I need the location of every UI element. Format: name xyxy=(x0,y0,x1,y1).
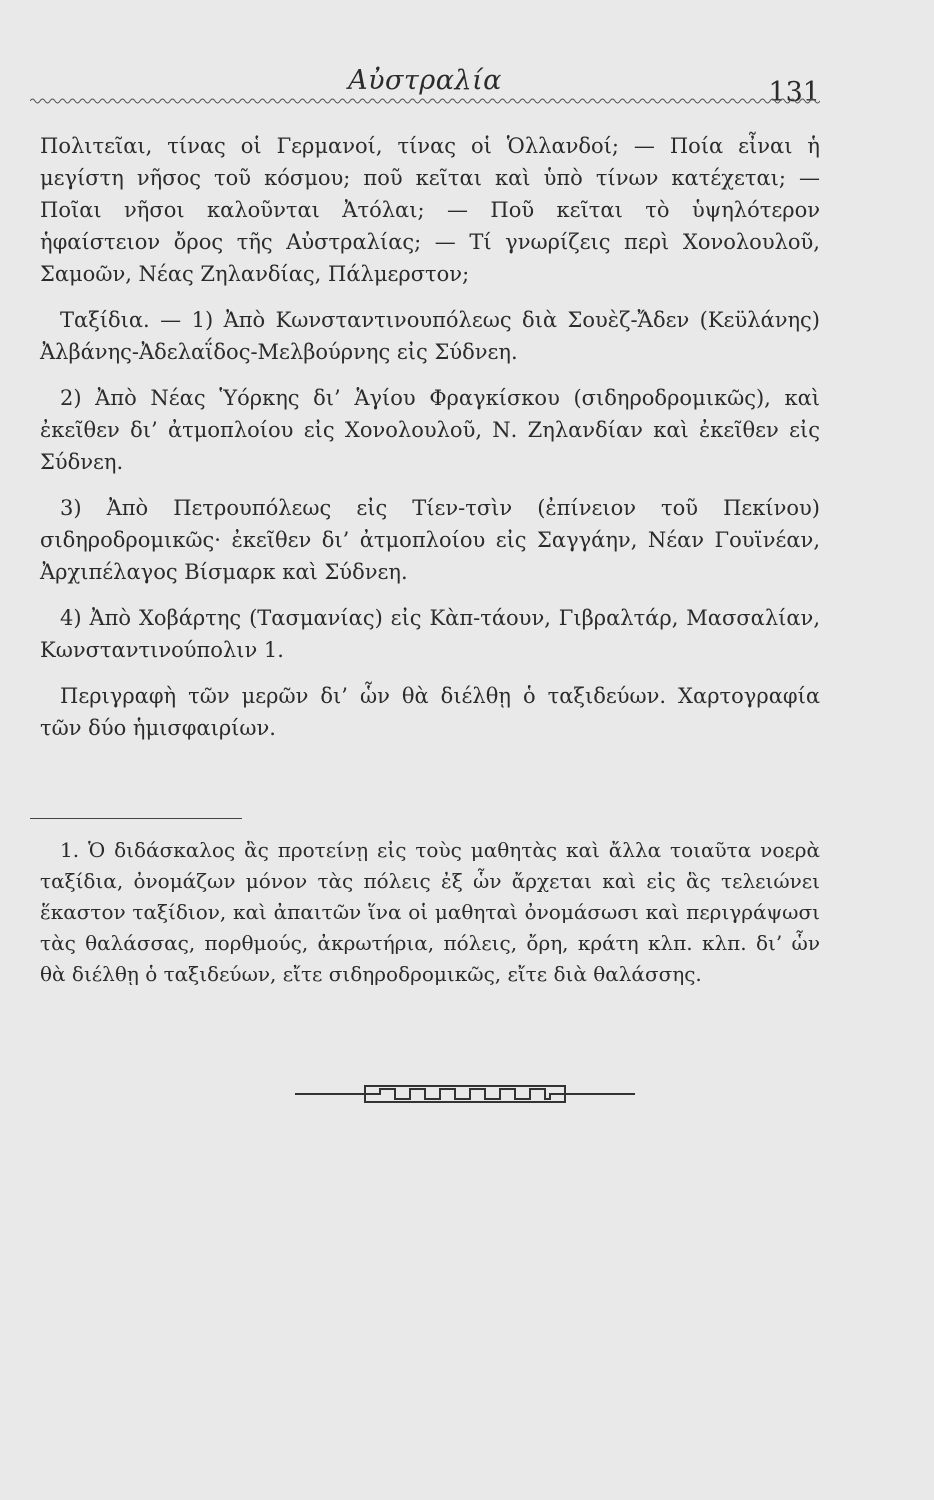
journey-3-paragraph: 3) Ἀπὸ Πετρουπόλεως εἰς Τίεν-τσὶν (ἐπίνειον τοῦ Πεκίνου) σιδηροδρομικῶς· ἐκεῖθεν δι’ ἀτμοπλοίου εἰς Σαγγάην, Νέαν Γουϊνέαν, Ἀρχιπέλαγος Βίσμαρκ καὶ Σύδνεη. xyxy=(40,496,820,584)
journey-4-paragraph: 4) Ἀπὸ Χοβάρτης (Τασμανίας) εἰς Κὰπ-τάουν, Γιβραλτάρ, Μασσαλίαν, Κωνσταντινούπολιν 1. xyxy=(40,606,820,662)
footnote: 1. Ὁ διδάσκαλος ἂς προτείνῃ εἰς τοὺς μαθητὰς καὶ ἄλλα τοιαῦτα νοερὰ ταξίδια, ὀνομάζων μόνον τὰς πόλεις ἐξ ὧν ἄρχεται καὶ εἰς ἃς τελειώνει ἕκαστον ταξίδιον, καὶ ἀπαιτῶν ἵνα οἱ μαθηταὶ ὀνομάσωσι καὶ περιγράψωσι τὰς θαλάσσας, πορθμούς, ἀκρωτήρια, πόλεις, ὄρη, κράτη κλπ. κλπ. δι’ ὧν θὰ διέλθῃ ὁ ταξιδεύων, εἴτε σιδηροδρομικῶς, εἴτε διὰ θαλάσσης. xyxy=(40,838,820,986)
running-head xyxy=(30,55,820,115)
journey-1-paragraph: Ταξίδια. — 1) Ἀπὸ Κωνσταντινουπόλεως διὰ Σουὲζ-Ἄδεν (Κεϋλάνης) Ἀλβάνης-Ἀδελαΐδος-Μελβούρνης εἰς Σύδνεη. xyxy=(40,308,820,364)
questions-paragraph: Πολιτεῖαι, τίνας οἱ Γερμανοί, τίνας οἱ Ὁλλανδοί; — Ποία εἶναι ἡ μεγίστη νῆσος τοῦ κόσμου; ποῦ κεῖται καὶ ὑπὸ τίνων κατέχεται; — Ποῖαι νῆσοι καλοῦνται Ἀτόλαι; — Ποῦ κεῖται τὸ ὑψηλότερον ἡφαίστειον ὄρος τῆς Αὐστραλίας; — Τί γνωρίζεις περὶ Χονολουλοῦ, Σαμοῶν, Νέας Ζηλανδίας, Πάλμερστον; xyxy=(40,134,820,286)
wavy-header-rule xyxy=(30,95,820,107)
journey-2-paragraph: 2) Ἀπὸ Νέας Ὑόρκης δι’ Ἁγίου Φραγκίσκου (σιδηροδρομικῶς), καὶ ἐκεῖθεν δι’ ἀτμοπλοίου εἰς Χονολουλοῦ, Ν. Ζηλανδίαν καὶ ἐκεῖθεν εἰς Σύδνεη. xyxy=(40,386,820,474)
description-paragraph: Περιγραφὴ τῶν μερῶν δι’ ὧν θὰ διέλθῃ ὁ ταξιδεύων. Χαρτογραφία τῶν δύο ἡμισφαιρίων. xyxy=(40,684,820,740)
page-title: Αὐστραλία xyxy=(348,65,502,96)
greek-key-ornament xyxy=(295,1082,635,1106)
footnote-separator xyxy=(30,818,242,819)
page-number: 131 xyxy=(768,77,820,108)
body-text xyxy=(40,130,820,758)
